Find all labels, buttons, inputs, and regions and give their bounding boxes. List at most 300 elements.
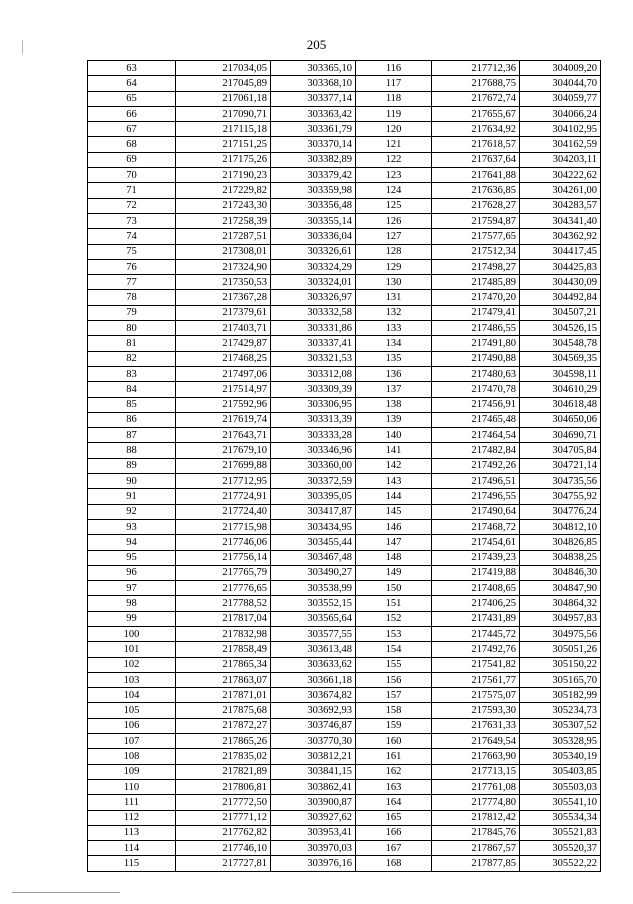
y-coordinate-left: 303377,14 (271, 91, 356, 106)
x-coordinate-left: 217835,02 (176, 749, 271, 764)
x-coordinate-left: 217619,74 (176, 412, 271, 427)
y-coordinate-left: 303900,87 (271, 795, 356, 810)
coordinates-table (87, 60, 601, 872)
table-row (88, 718, 601, 733)
point-number-right: 162 (356, 764, 432, 779)
x-coordinate-right: 217688,75 (432, 76, 520, 91)
point-number-right: 163 (356, 779, 432, 794)
y-coordinate-left: 303395,05 (271, 489, 356, 504)
y-coordinate-right: 305051,26 (520, 642, 601, 657)
table-row (88, 825, 601, 840)
y-coordinate-right: 304526,15 (520, 321, 601, 336)
x-coordinate-left: 217115,18 (176, 122, 271, 137)
point-number-right: 148 (356, 550, 432, 565)
point-number-left: 74 (88, 229, 176, 244)
y-coordinate-right: 304203,11 (520, 152, 601, 167)
y-coordinate-left: 303538,99 (271, 581, 356, 596)
x-coordinate-right: 217406,25 (432, 596, 520, 611)
y-coordinate-right: 304735,56 (520, 474, 601, 489)
y-coordinate-left: 303674,82 (271, 688, 356, 703)
x-coordinate-left: 217806,81 (176, 779, 271, 794)
y-coordinate-right: 304975,56 (520, 626, 601, 641)
x-coordinate-right: 217628,27 (432, 198, 520, 213)
y-coordinate-left: 303337,41 (271, 336, 356, 351)
point-number-right: 124 (356, 183, 432, 198)
y-coordinate-left: 303361,79 (271, 122, 356, 137)
y-coordinate-right: 305521,83 (520, 825, 601, 840)
point-number-left: 99 (88, 611, 176, 626)
page-number: 205 (306, 37, 327, 52)
table-row (88, 397, 601, 412)
y-coordinate-right: 304864,32 (520, 596, 601, 611)
y-coordinate-right: 304705,84 (520, 443, 601, 458)
table-row (88, 841, 601, 856)
x-coordinate-right: 217454,61 (432, 535, 520, 550)
point-number-left: 65 (88, 91, 176, 106)
point-number-left: 96 (88, 565, 176, 580)
y-coordinate-left: 303552,15 (271, 596, 356, 611)
point-number-right: 125 (356, 198, 432, 213)
y-coordinate-left: 303346,96 (271, 443, 356, 458)
x-coordinate-left: 217258,39 (176, 213, 271, 228)
point-number-right: 160 (356, 734, 432, 749)
x-coordinate-right: 217490,88 (432, 351, 520, 366)
y-coordinate-left: 303333,28 (271, 428, 356, 443)
x-coordinate-right: 217456,91 (432, 397, 520, 412)
y-coordinate-right: 304826,85 (520, 535, 601, 550)
y-coordinate-left: 303312,08 (271, 366, 356, 381)
x-coordinate-right: 217877,85 (432, 856, 520, 871)
point-number-left: 114 (88, 841, 176, 856)
point-number-left: 69 (88, 152, 176, 167)
x-coordinate-right: 217618,57 (432, 137, 520, 152)
table-row (88, 321, 601, 336)
x-coordinate-left: 217712,95 (176, 474, 271, 489)
point-number-right: 119 (356, 106, 432, 121)
y-coordinate-left: 303692,93 (271, 703, 356, 718)
point-number-right: 118 (356, 91, 432, 106)
point-number-left: 108 (88, 749, 176, 764)
point-number-right: 168 (356, 856, 432, 871)
y-coordinate-left: 303970,03 (271, 841, 356, 856)
table-row (88, 61, 601, 76)
point-number-left: 80 (88, 321, 176, 336)
x-coordinate-left: 217468,25 (176, 351, 271, 366)
point-number-left: 75 (88, 244, 176, 259)
y-coordinate-right: 304650,06 (520, 412, 601, 427)
point-number-left: 81 (88, 336, 176, 351)
y-coordinate-right: 305182,99 (520, 688, 601, 703)
y-coordinate-left: 303370,14 (271, 137, 356, 152)
point-number-left: 72 (88, 198, 176, 213)
y-coordinate-left: 303356,48 (271, 198, 356, 213)
point-number-left: 70 (88, 168, 176, 183)
table-row (88, 749, 601, 764)
table-row (88, 382, 601, 397)
y-coordinate-right: 304721,14 (520, 458, 601, 473)
point-number-left: 95 (88, 550, 176, 565)
point-number-left: 103 (88, 672, 176, 687)
y-coordinate-left: 303321,53 (271, 351, 356, 366)
point-number-left: 67 (88, 122, 176, 137)
y-coordinate-right: 304417,45 (520, 244, 601, 259)
table-row (88, 550, 601, 565)
y-coordinate-right: 304044,70 (520, 76, 601, 91)
point-number-right: 166 (356, 825, 432, 840)
point-number-right: 128 (356, 244, 432, 259)
x-coordinate-right: 217512,34 (432, 244, 520, 259)
table-row (88, 351, 601, 366)
point-number-right: 131 (356, 290, 432, 305)
point-number-right: 158 (356, 703, 432, 718)
table-row (88, 504, 601, 519)
x-coordinate-left: 217832,98 (176, 626, 271, 641)
table-row (88, 229, 601, 244)
x-coordinate-right: 217541,82 (432, 657, 520, 672)
x-coordinate-left: 217724,91 (176, 489, 271, 504)
point-number-left: 106 (88, 718, 176, 733)
x-coordinate-left: 217090,71 (176, 106, 271, 121)
point-number-left: 89 (88, 458, 176, 473)
point-number-left: 101 (88, 642, 176, 657)
table-row (88, 581, 601, 596)
x-coordinate-left: 217762,82 (176, 825, 271, 840)
x-coordinate-left: 217367,28 (176, 290, 271, 305)
x-coordinate-right: 217774,80 (432, 795, 520, 810)
point-number-left: 107 (88, 734, 176, 749)
table-row (88, 305, 601, 320)
x-coordinate-left: 217746,10 (176, 841, 271, 856)
point-number-right: 151 (356, 596, 432, 611)
y-coordinate-left: 303324,01 (271, 275, 356, 290)
point-number-left: 88 (88, 443, 176, 458)
table-row (88, 244, 601, 259)
y-coordinate-right: 305328,95 (520, 734, 601, 749)
table-row (88, 198, 601, 213)
x-coordinate-right: 217577,65 (432, 229, 520, 244)
point-number-left: 84 (88, 382, 176, 397)
table-row (88, 810, 601, 825)
point-number-left: 83 (88, 366, 176, 381)
y-coordinate-right: 305165,70 (520, 672, 601, 687)
table-row (88, 535, 601, 550)
table-row (88, 611, 601, 626)
x-coordinate-left: 217324,90 (176, 259, 271, 274)
y-coordinate-left: 303363,42 (271, 106, 356, 121)
point-number-right: 127 (356, 229, 432, 244)
x-coordinate-left: 217287,51 (176, 229, 271, 244)
x-coordinate-left: 217858,49 (176, 642, 271, 657)
x-coordinate-right: 217498,27 (432, 259, 520, 274)
y-coordinate-right: 304957,83 (520, 611, 601, 626)
y-coordinate-left: 303577,55 (271, 626, 356, 641)
y-coordinate-right: 305522,22 (520, 856, 601, 871)
x-coordinate-left: 217497,06 (176, 366, 271, 381)
x-coordinate-left: 217308,01 (176, 244, 271, 259)
x-coordinate-right: 217663,90 (432, 749, 520, 764)
table-row (88, 474, 601, 489)
point-number-right: 164 (356, 795, 432, 810)
x-coordinate-left: 217350,53 (176, 275, 271, 290)
point-number-left: 113 (88, 825, 176, 840)
point-number-right: 136 (356, 366, 432, 381)
y-coordinate-left: 303355,14 (271, 213, 356, 228)
point-number-right: 122 (356, 152, 432, 167)
y-coordinate-right: 304009,20 (520, 61, 601, 76)
x-coordinate-right: 217470,78 (432, 382, 520, 397)
point-number-left: 102 (88, 657, 176, 672)
point-number-right: 159 (356, 718, 432, 733)
point-number-left: 66 (88, 106, 176, 121)
y-coordinate-right: 304066,24 (520, 106, 601, 121)
table-row (88, 366, 601, 381)
y-coordinate-right: 305520,37 (520, 841, 601, 856)
y-coordinate-left: 303927,62 (271, 810, 356, 825)
y-coordinate-left: 303326,97 (271, 290, 356, 305)
margin-mark (22, 40, 23, 54)
y-coordinate-right: 304618,48 (520, 397, 601, 412)
x-coordinate-right: 217479,41 (432, 305, 520, 320)
table-row (88, 137, 601, 152)
table-row (88, 734, 601, 749)
x-coordinate-right: 217655,67 (432, 106, 520, 121)
point-number-right: 144 (356, 489, 432, 504)
x-coordinate-right: 217867,57 (432, 841, 520, 856)
point-number-left: 85 (88, 397, 176, 412)
point-number-left: 71 (88, 183, 176, 198)
point-number-right: 129 (356, 259, 432, 274)
x-coordinate-right: 217468,72 (432, 519, 520, 534)
point-number-right: 157 (356, 688, 432, 703)
x-coordinate-left: 217243,30 (176, 198, 271, 213)
x-coordinate-right: 217641,88 (432, 168, 520, 183)
point-number-right: 117 (356, 76, 432, 91)
point-number-left: 100 (88, 626, 176, 641)
y-coordinate-right: 304362,92 (520, 229, 601, 244)
table-row (88, 626, 601, 641)
y-coordinate-left: 303359,98 (271, 183, 356, 198)
y-coordinate-left: 303417,87 (271, 504, 356, 519)
point-number-left: 105 (88, 703, 176, 718)
point-number-right: 145 (356, 504, 432, 519)
point-number-right: 139 (356, 412, 432, 427)
point-number-right: 126 (356, 213, 432, 228)
x-coordinate-left: 217175,26 (176, 152, 271, 167)
y-coordinate-right: 304847,90 (520, 581, 601, 596)
x-coordinate-right: 217470,20 (432, 290, 520, 305)
x-coordinate-right: 217492,26 (432, 458, 520, 473)
point-number-left: 79 (88, 305, 176, 320)
y-coordinate-left: 303434,95 (271, 519, 356, 534)
y-coordinate-right: 304059,77 (520, 91, 601, 106)
point-number-right: 165 (356, 810, 432, 825)
y-coordinate-right: 304610,29 (520, 382, 601, 397)
point-number-left: 86 (88, 412, 176, 427)
x-coordinate-right: 217496,55 (432, 489, 520, 504)
point-number-right: 130 (356, 275, 432, 290)
x-coordinate-right: 217575,07 (432, 688, 520, 703)
x-coordinate-left: 217756,14 (176, 550, 271, 565)
x-coordinate-right: 217490,64 (432, 504, 520, 519)
x-coordinate-left: 217746,06 (176, 535, 271, 550)
x-coordinate-left: 217190,23 (176, 168, 271, 183)
table-row (88, 290, 601, 305)
point-number-left: 110 (88, 779, 176, 794)
table-row (88, 106, 601, 121)
x-coordinate-right: 217408,65 (432, 581, 520, 596)
table-row (88, 76, 601, 91)
point-number-right: 154 (356, 642, 432, 657)
point-number-right: 161 (356, 749, 432, 764)
x-coordinate-right: 217496,51 (432, 474, 520, 489)
point-number-right: 116 (356, 61, 432, 76)
y-coordinate-left: 303306,95 (271, 397, 356, 412)
table-row (88, 122, 601, 137)
y-coordinate-left: 303565,64 (271, 611, 356, 626)
table-row (88, 519, 601, 534)
x-coordinate-left: 217871,01 (176, 688, 271, 703)
x-coordinate-right: 217485,89 (432, 275, 520, 290)
x-coordinate-right: 217593,30 (432, 703, 520, 718)
y-coordinate-right: 304102,95 (520, 122, 601, 137)
y-coordinate-right: 305234,73 (520, 703, 601, 718)
y-coordinate-left: 303490,27 (271, 565, 356, 580)
table-row (88, 183, 601, 198)
table-row (88, 412, 601, 427)
table-row (88, 213, 601, 228)
table-row (88, 764, 601, 779)
point-number-right: 141 (356, 443, 432, 458)
point-number-right: 156 (356, 672, 432, 687)
x-coordinate-left: 217643,71 (176, 428, 271, 443)
point-number-left: 91 (88, 489, 176, 504)
x-coordinate-left: 217699,88 (176, 458, 271, 473)
y-coordinate-left: 303368,10 (271, 76, 356, 91)
point-number-right: 167 (356, 841, 432, 856)
x-coordinate-right: 217464,54 (432, 428, 520, 443)
point-number-left: 111 (88, 795, 176, 810)
x-coordinate-left: 217592,96 (176, 397, 271, 412)
x-coordinate-left: 217865,34 (176, 657, 271, 672)
x-coordinate-left: 217379,61 (176, 305, 271, 320)
y-coordinate-left: 303365,10 (271, 61, 356, 76)
x-coordinate-left: 217776,65 (176, 581, 271, 596)
y-coordinate-left: 303841,15 (271, 764, 356, 779)
point-number-left: 63 (88, 61, 176, 76)
table-row (88, 856, 601, 871)
y-coordinate-left: 303953,41 (271, 825, 356, 840)
y-coordinate-right: 304776,24 (520, 504, 601, 519)
table-row (88, 458, 601, 473)
table-body (88, 61, 601, 872)
y-coordinate-right: 304222,62 (520, 168, 601, 183)
y-coordinate-left: 303332,58 (271, 305, 356, 320)
y-coordinate-right: 304507,21 (520, 305, 601, 320)
y-coordinate-right: 304755,92 (520, 489, 601, 504)
point-number-left: 112 (88, 810, 176, 825)
x-coordinate-right: 217561,77 (432, 672, 520, 687)
x-coordinate-right: 217636,85 (432, 183, 520, 198)
x-coordinate-left: 217865,26 (176, 734, 271, 749)
point-number-right: 152 (356, 611, 432, 626)
point-number-left: 92 (88, 504, 176, 519)
y-coordinate-left: 303633,62 (271, 657, 356, 672)
table-row (88, 596, 601, 611)
x-coordinate-left: 217724,40 (176, 504, 271, 519)
table-row (88, 795, 601, 810)
point-number-left: 68 (88, 137, 176, 152)
y-coordinate-right: 304261,00 (520, 183, 601, 198)
x-coordinate-left: 217788,52 (176, 596, 271, 611)
x-coordinate-right: 217445,72 (432, 626, 520, 641)
x-coordinate-right: 217492,76 (432, 642, 520, 657)
y-coordinate-left: 303770,30 (271, 734, 356, 749)
point-number-right: 143 (356, 474, 432, 489)
x-coordinate-left: 217821,89 (176, 764, 271, 779)
x-coordinate-left: 217151,25 (176, 137, 271, 152)
y-coordinate-left: 303661,18 (271, 672, 356, 687)
x-coordinate-left: 217514,97 (176, 382, 271, 397)
y-coordinate-right: 305503,03 (520, 779, 601, 794)
x-coordinate-left: 217872,27 (176, 718, 271, 733)
y-coordinate-right: 304598,11 (520, 366, 601, 381)
y-coordinate-left: 303976,16 (271, 856, 356, 871)
point-number-left: 87 (88, 428, 176, 443)
y-coordinate-right: 304162,59 (520, 137, 601, 152)
point-number-right: 121 (356, 137, 432, 152)
point-number-right: 150 (356, 581, 432, 596)
point-number-right: 138 (356, 397, 432, 412)
table-row (88, 672, 601, 687)
point-number-right: 155 (356, 657, 432, 672)
bottom-rule (12, 892, 120, 893)
y-coordinate-left: 303862,41 (271, 779, 356, 794)
y-coordinate-left: 303746,87 (271, 718, 356, 733)
point-number-right: 146 (356, 519, 432, 534)
point-number-left: 64 (88, 76, 176, 91)
x-coordinate-right: 217439,23 (432, 550, 520, 565)
point-number-right: 134 (356, 336, 432, 351)
point-number-left: 115 (88, 856, 176, 871)
point-number-right: 132 (356, 305, 432, 320)
x-coordinate-right: 217431,89 (432, 611, 520, 626)
y-coordinate-left: 303812,21 (271, 749, 356, 764)
table-row (88, 779, 601, 794)
x-coordinate-right: 217465,48 (432, 412, 520, 427)
y-coordinate-left: 303379,42 (271, 168, 356, 183)
table-row (88, 443, 601, 458)
point-number-left: 76 (88, 259, 176, 274)
table-row (88, 168, 601, 183)
x-coordinate-right: 217482,84 (432, 443, 520, 458)
table-row (88, 688, 601, 703)
x-coordinate-right: 217480,63 (432, 366, 520, 381)
x-coordinate-left: 217727,81 (176, 856, 271, 871)
y-coordinate-left: 303324,29 (271, 259, 356, 274)
point-number-right: 120 (356, 122, 432, 137)
point-number-left: 73 (88, 213, 176, 228)
y-coordinate-right: 305340,19 (520, 749, 601, 764)
x-coordinate-right: 217637,64 (432, 152, 520, 167)
table-row (88, 428, 601, 443)
x-coordinate-right: 217491,80 (432, 336, 520, 351)
point-number-right: 140 (356, 428, 432, 443)
y-coordinate-left: 303372,59 (271, 474, 356, 489)
y-coordinate-right: 304548,78 (520, 336, 601, 351)
y-coordinate-left: 303382,89 (271, 152, 356, 167)
y-coordinate-left: 303336,04 (271, 229, 356, 244)
x-coordinate-left: 217765,79 (176, 565, 271, 580)
